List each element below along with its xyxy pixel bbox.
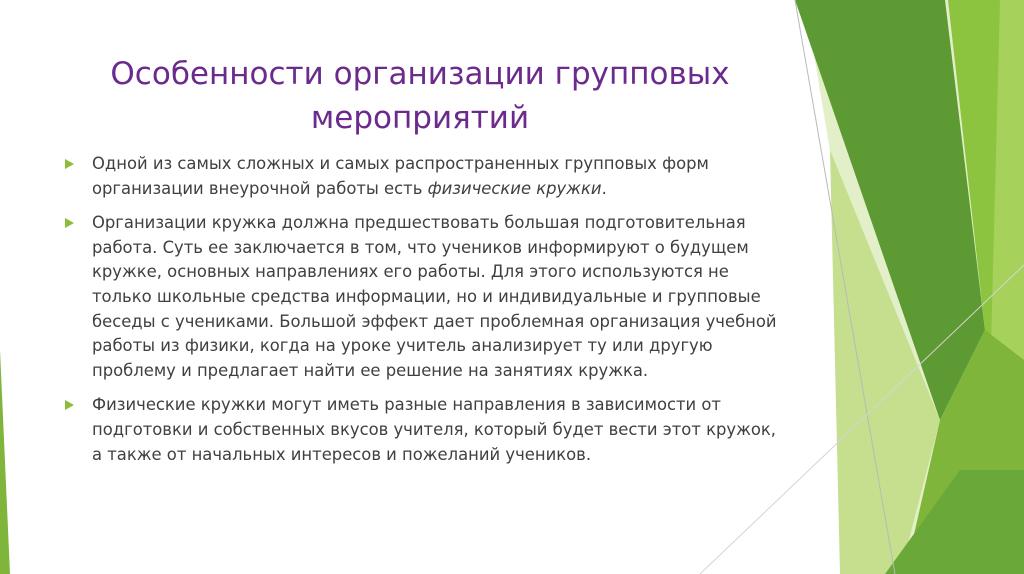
slide-title-line-2: мероприятий [310, 100, 530, 136]
bullet-list [62, 152, 782, 477]
slide-title-line-1: Особенности организации групповых [110, 56, 730, 92]
bullet-item-2 [62, 211, 782, 383]
bullet-arrow-icon [65, 400, 74, 410]
bullet-1-text: Одной из самых сложных и самых распространенных групповых форм организации внеурочной работы есть [92, 154, 709, 198]
bullet-item-1 [62, 152, 782, 201]
bullet-item-3 [62, 393, 782, 467]
deco-left-bottom-triangle [0, 350, 10, 574]
bullet-3-text: Физические кружки могут иметь разные направления в зависимости от подготовки и собственных вкусов учителя, который будет вести этот кружок, а также от начальных интересов и пожеланий учеников. [92, 395, 777, 464]
bullet-arrow-icon [65, 218, 74, 228]
bullet-1-end: . [601, 178, 607, 198]
bullet-1-emphasis: физические кружки [427, 178, 602, 198]
bullet-2-text: Организации кружка должна предшествовать большая подготовительная работа. Суть ее заключается в том, что учеников информируют о будущем кружке, основных направлениях его работы. Для этого используются не только школьные средства информации, но и индивидуальные и групповые беседы с учениками. Большой эффект дает проблемная организация учебной работы из физики, когда на уроке учитель анализирует ту или другую проблему и предлагает найти ее решение на занятиях кружка. [92, 213, 777, 380]
slide-title [60, 52, 780, 140]
bullet-arrow-icon [65, 159, 74, 169]
